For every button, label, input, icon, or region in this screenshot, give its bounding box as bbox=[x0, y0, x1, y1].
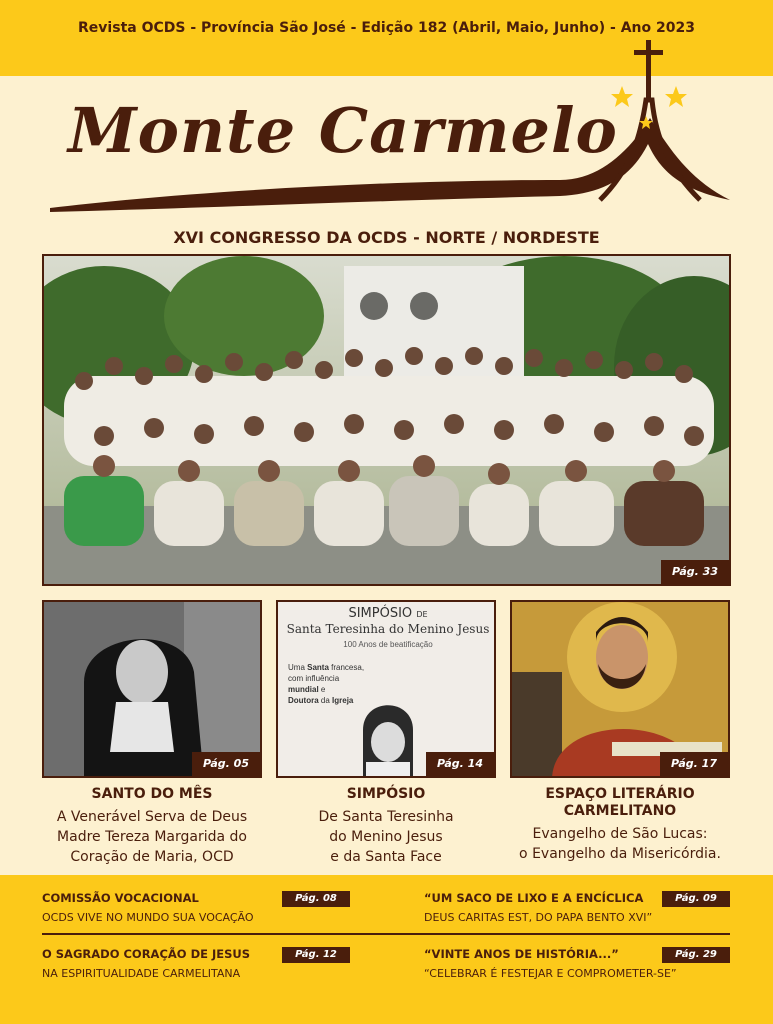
thumb-santo-do-mes bbox=[42, 600, 262, 778]
poster-text-4: Doutora bbox=[288, 696, 319, 705]
poster-subtitle: 100 Anos de beatificação bbox=[343, 640, 433, 649]
poster-title-name: Santa Teresinha do Menino Jesus bbox=[286, 622, 490, 636]
masthead bbox=[40, 40, 740, 220]
cover-page-tag: Pág. 33 bbox=[661, 560, 729, 584]
bottom-item-4 bbox=[424, 947, 619, 961]
poster-text-3b: e bbox=[318, 685, 326, 694]
feature-3-line-2: o Evangelho da Misericórdia. bbox=[519, 846, 721, 862]
thumb-simposio bbox=[276, 600, 496, 778]
feature-1-line-3: Coração de Maria, OCD bbox=[70, 849, 234, 865]
feature-2-title: SIMPÓSIO bbox=[346, 786, 426, 802]
thumb-3-page-tag: Pág. 17 bbox=[660, 752, 728, 776]
feature-2-line-2: do Menino Jesus bbox=[329, 829, 443, 845]
poster-text-4c: Igreja bbox=[332, 696, 354, 705]
bottom-item-3-page: Pág. 12 bbox=[282, 947, 350, 963]
feature-espaco-literario bbox=[495, 786, 745, 864]
poster-text-1c: francesa, bbox=[328, 663, 365, 672]
bottom-item-1-title: COMISSÃO VOCACIONAL bbox=[42, 891, 199, 905]
bottom-item-4-title: “VINTE ANOS DE HISTÓRIA...” bbox=[424, 947, 619, 961]
bottom-item-2-title: “UM SACO DE LIXO E A ENCÍCLICA bbox=[424, 891, 644, 905]
poster-title-top: SIMPÓSIO bbox=[348, 606, 413, 621]
bottom-item-4-subtitle: “CELEBRAR É FESTEJAR E COMPROMETER-SE” bbox=[424, 967, 677, 980]
bottom-bar bbox=[0, 875, 773, 1024]
feature-3-title: ESPAÇO LITERÁRIO bbox=[545, 786, 695, 802]
masthead-title: Monte Carmelo bbox=[68, 94, 618, 167]
poster-text-4b: da bbox=[318, 696, 333, 705]
issue-tagline: Revista OCDS - Província São José - Edição 182 (Abril, Maio, Junho) - Ano 2023 bbox=[78, 20, 695, 36]
bottom-item-3-subtitle: NA ESPIRITUALIDADE CARMELITANA bbox=[42, 967, 241, 980]
feature-2-line-1: De Santa Teresinha bbox=[318, 809, 454, 825]
bottom-item-2-subtitle: DEUS CARITAS EST, DO PAPA BENTO XVI” bbox=[424, 911, 653, 924]
cover-headline: XVI CONGRESSO DA OCDS - NORTE / NORDESTE bbox=[173, 228, 600, 247]
bottom-item-3 bbox=[42, 947, 250, 961]
bottom-item-4-page: Pág. 29 bbox=[662, 947, 730, 963]
feature-2-line-3: e da Santa Face bbox=[330, 849, 442, 865]
bottom-item-3-title: O SAGRADO CORAÇÃO DE JESUS bbox=[42, 947, 251, 961]
bottom-item-1 bbox=[42, 891, 199, 905]
feature-simposio bbox=[261, 786, 511, 867]
feature-1-title: SANTO DO MÊS bbox=[91, 786, 213, 802]
poster-text-1: Uma bbox=[288, 663, 308, 672]
bottom-divider bbox=[42, 933, 730, 935]
poster-text-1b: Santa bbox=[307, 663, 329, 672]
feature-3-line-1: Evangelho de São Lucas: bbox=[532, 826, 708, 842]
feature-santo-do-mes bbox=[27, 786, 277, 867]
bottom-item-2-page: Pág. 09 bbox=[662, 891, 730, 907]
bottom-item-1-subtitle: OCDS VIVE NO MUNDO SUA VOCAÇÃO bbox=[42, 911, 254, 924]
thumb-espaco-literario bbox=[510, 600, 730, 778]
feature-1-line-2: Madre Tereza Margarida do bbox=[57, 829, 247, 845]
thumb-2-page-tag: Pág. 14 bbox=[426, 752, 494, 776]
group-photo-image bbox=[44, 256, 731, 586]
bottom-item-2 bbox=[424, 891, 643, 905]
thumb-1-page-tag: Pág. 05 bbox=[192, 752, 260, 776]
feature-3-title-2: CARMELITANO bbox=[563, 803, 677, 819]
feature-1-line-1: A Venerável Serva de Deus bbox=[56, 809, 248, 825]
cover-photo bbox=[42, 254, 731, 586]
poster-text-3: mundial bbox=[288, 685, 319, 694]
poster-title-de: DE bbox=[416, 610, 428, 619]
poster-text-2: com influência bbox=[288, 674, 340, 683]
bottom-item-1-page: Pág. 08 bbox=[282, 891, 350, 907]
